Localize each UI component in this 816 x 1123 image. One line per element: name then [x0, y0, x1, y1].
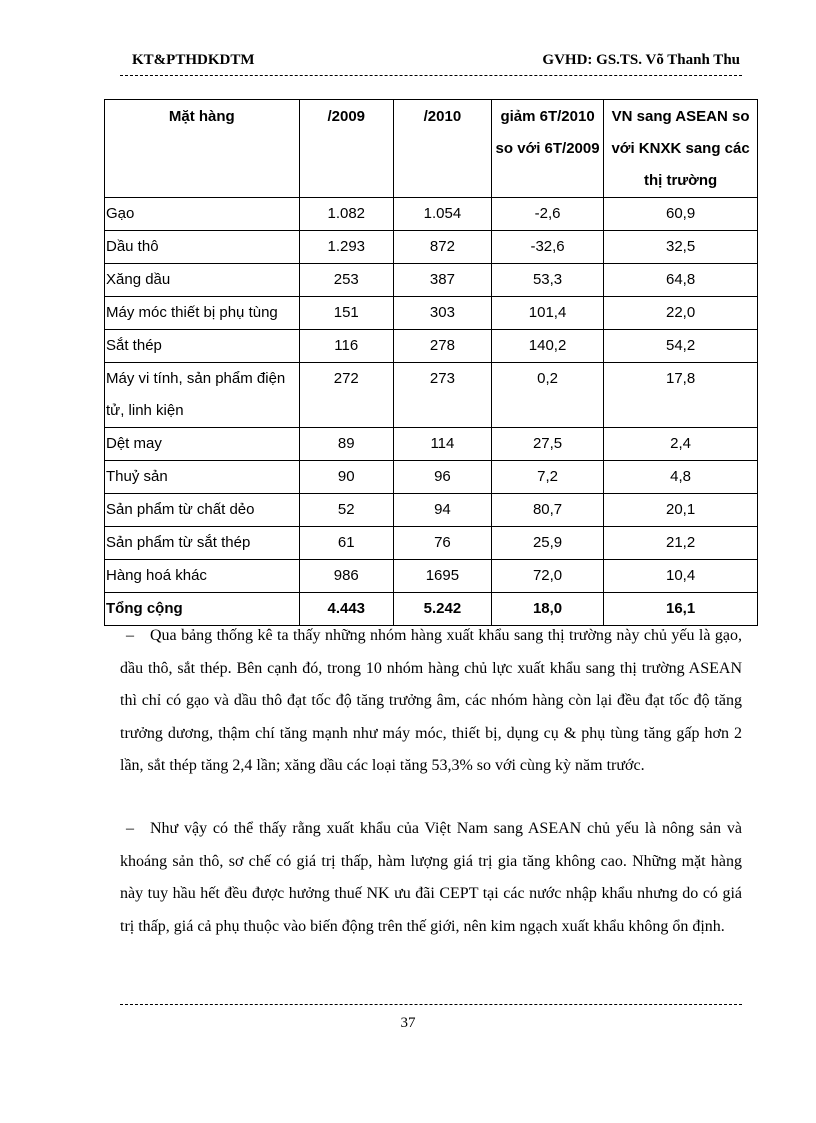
table-row: [105, 428, 758, 461]
cell-share: 17,8: [604, 363, 758, 428]
export-table: [104, 99, 758, 626]
page-header: [120, 52, 742, 72]
cell-v2009: 116: [299, 330, 393, 363]
col-header-item: Mặt hàng: [105, 100, 300, 198]
cell-change: 53,3: [491, 264, 603, 297]
table-row: [105, 461, 758, 494]
cell-v2009: 89: [299, 428, 393, 461]
cell-share: 4,8: [604, 461, 758, 494]
cell-v2010: 303: [393, 297, 491, 330]
cell-name: Dầu thô: [105, 231, 300, 264]
cell-name: Xăng dầu: [105, 264, 300, 297]
cell-v2009: 986: [299, 560, 393, 593]
col-header-change: giảm 6T/2010 so với 6T/2009: [491, 100, 603, 198]
cell-change: 140,2: [491, 330, 603, 363]
cell-change: 0,2: [491, 363, 603, 428]
table-row: [105, 297, 758, 330]
cell-v2009: 61: [299, 527, 393, 560]
cell-v2009: 1.293: [299, 231, 393, 264]
bullet-dash: –: [126, 820, 134, 837]
cell-name: Thuỷ sản: [105, 461, 300, 494]
cell-v2009: 4.443: [299, 593, 393, 626]
cell-v2010: 872: [393, 231, 491, 264]
footer-divider: [120, 1004, 742, 1005]
cell-name: Tổng cộng: [105, 593, 300, 626]
cell-v2009: 90: [299, 461, 393, 494]
cell-v2010: 114: [393, 428, 491, 461]
table-row: [105, 527, 758, 560]
cell-change: 27,5: [491, 428, 603, 461]
cell-v2010: 273: [393, 363, 491, 428]
cell-share: 10,4: [604, 560, 758, 593]
cell-share: 20,1: [604, 494, 758, 527]
cell-v2010: 5.242: [393, 593, 491, 626]
cell-share: 32,5: [604, 231, 758, 264]
table-row: [105, 231, 758, 264]
cell-v2010: 76: [393, 527, 491, 560]
col-header-share: VN sang ASEAN so với KNXK sang các thị trường: [604, 100, 758, 198]
cell-share: 2,4: [604, 428, 758, 461]
cell-name: Gạo: [105, 198, 300, 231]
table-row: [105, 330, 758, 363]
cell-v2009: 272: [299, 363, 393, 428]
cell-share: 22,0: [604, 297, 758, 330]
bullet-dash: –: [126, 627, 134, 644]
cell-v2010: 1695: [393, 560, 491, 593]
cell-change: 72,0: [491, 560, 603, 593]
col-header-2009: /2009: [299, 100, 393, 198]
cell-v2010: 278: [393, 330, 491, 363]
cell-name: Sản phẩm từ sắt thép: [105, 527, 300, 560]
cell-name: Sắt thép: [105, 330, 300, 363]
cell-v2009: 151: [299, 297, 393, 330]
cell-change: -2,6: [491, 198, 603, 231]
cell-v2009: 1.082: [299, 198, 393, 231]
cell-v2010: 387: [393, 264, 491, 297]
cell-v2010: 96: [393, 461, 491, 494]
header-left-text: KT&PTHDKDTM: [132, 52, 255, 68]
col-header-2010: /2010: [393, 100, 491, 198]
table-row: [105, 264, 758, 297]
cell-name: Sản phẩm từ chất dẻo: [105, 494, 300, 527]
cell-share: 16,1: [604, 593, 758, 626]
paragraph-2-text: Như vậy có thể thấy rằng xuất khẩu của Việt Nam sang ASEAN chủ yếu là nông sản và khoáng sản thô, sơ chế có giá trị thấp, hàm lượng giá trị gia tăng không cao. Những mặt hàng này tuy hầu hết đều được hưởng thuế NK ưu đãi CEPT tại các nước nhập khẩu nhưng do có giá trị thấp, giá cả phụ thuộc vào biến động trên thế giới, nên kim ngạch xuất khẩu không ổn định.: [120, 820, 742, 935]
page-number: 37: [400, 1015, 416, 1031]
table-row: [105, 494, 758, 527]
cell-change: 101,4: [491, 297, 603, 330]
header-right-text: GVHD: GS.TS. Võ Thanh Thu: [542, 52, 740, 68]
paragraph-1-text: Qua bảng thống kê ta thấy những nhóm hàng xuất khẩu sang thị trường này chủ yếu là gạo, dầu thô, sắt thép. Bên cạnh đó, trong 10 nhóm hàng chủ lực xuất khẩu sang thị trường ASEAN thì chỉ có gạo và dầu thô đạt tốc độ tăng trưởng âm, các nhóm hàng còn lại đều đạt tốc độ tăng trưởng dương, thậm chí tăng mạnh như máy móc, thiết bị, dụng cụ & phụ tùng tăng gấp hơn 2 lần, sắt thép tăng 2,4 lần; xăng dầu các loại tăng 53,3% so với cùng kỳ năm trước.: [120, 627, 742, 774]
cell-share: 60,9: [604, 198, 758, 231]
cell-name: Hàng hoá khác: [105, 560, 300, 593]
cell-share: 54,2: [604, 330, 758, 363]
cell-change: -32,6: [491, 231, 603, 264]
cell-name: Máy vi tính, sản phẩm điện tử, linh kiện: [105, 363, 300, 428]
cell-v2009: 52: [299, 494, 393, 527]
cell-change: 7,2: [491, 461, 603, 494]
cell-name: Máy móc thiết bị phụ tùng: [105, 297, 300, 330]
paragraph-2: [120, 813, 742, 943]
paragraph-1: [120, 620, 742, 783]
cell-change: 25,9: [491, 527, 603, 560]
cell-share: 64,8: [604, 264, 758, 297]
header-divider: [120, 75, 742, 76]
table-row: [105, 198, 758, 231]
cell-v2010: 1.054: [393, 198, 491, 231]
cell-v2009: 253: [299, 264, 393, 297]
table-row: [105, 560, 758, 593]
cell-change: 18,0: [491, 593, 603, 626]
cell-share: 21,2: [604, 527, 758, 560]
cell-change: 80,7: [491, 494, 603, 527]
cell-name: Dệt may: [105, 428, 300, 461]
table-row: [105, 363, 758, 428]
table-header-row: [105, 100, 758, 198]
cell-v2010: 94: [393, 494, 491, 527]
